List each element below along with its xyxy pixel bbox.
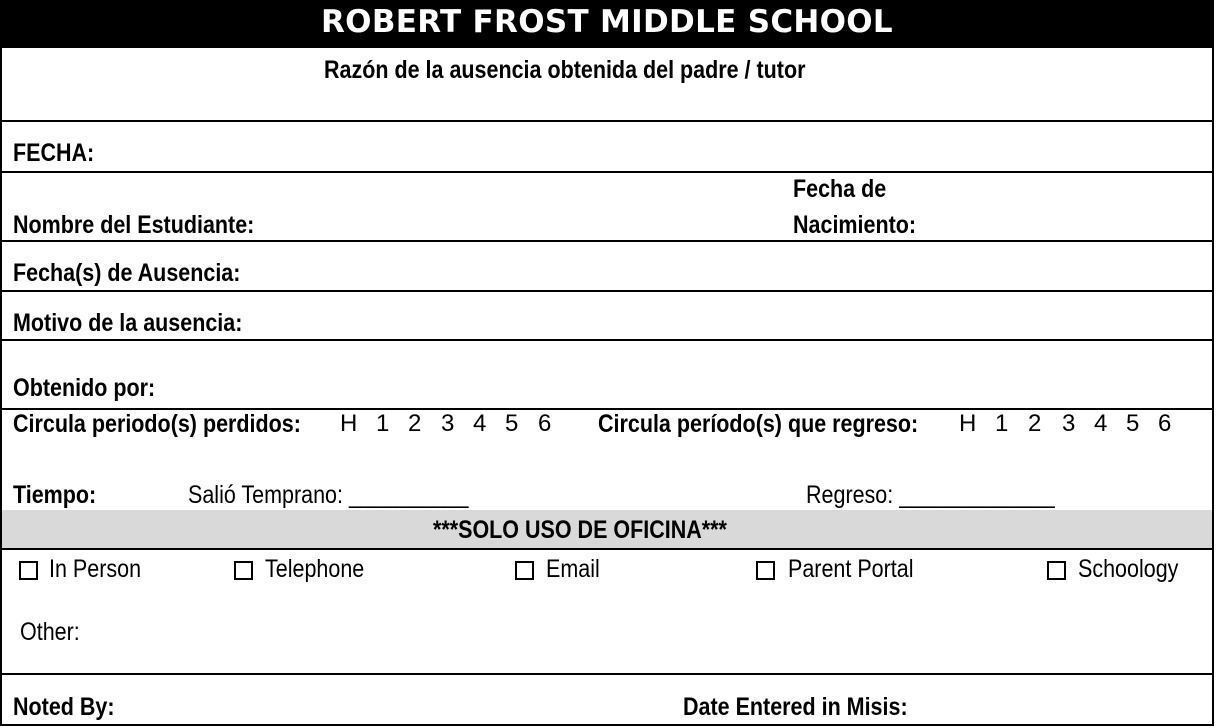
absence-dates-label: Fecha(s) de Ausencia: (13, 259, 241, 287)
birth-date-label-line2: Nacimiento: (793, 211, 917, 239)
divider (0, 290, 1214, 292)
office-use-title: ***SOLO USO DE OFICINA*** (433, 516, 727, 544)
divider (0, 673, 1214, 675)
telephone-label: Telephone (265, 555, 365, 583)
return-period-1[interactable]: 1 (995, 410, 1009, 437)
in-person-checkbox[interactable] (19, 561, 38, 580)
missed-period-5[interactable]: 5 (505, 410, 519, 437)
left-early-field[interactable]: Salió Temprano: __________ (188, 481, 469, 509)
return-period-6[interactable]: 6 (1158, 410, 1172, 437)
divider (0, 240, 1214, 242)
birth-date-label-line1: Fecha de (793, 175, 887, 203)
absence-reason-label: Motivo de la ausencia: (13, 309, 243, 337)
schoology-label: Schoology (1078, 555, 1179, 583)
email-label: Email (546, 555, 600, 583)
return-time-field[interactable]: Regreso: _____________ (806, 481, 1055, 509)
missed-period-4[interactable]: 4 (473, 410, 487, 437)
school-name: ROBERT FROST MIDDLE SCHOOL (0, 0, 1214, 48)
form-border (0, 48, 1214, 726)
missed-period-1[interactable]: 1 (376, 410, 390, 437)
missed-period-6[interactable]: 6 (538, 410, 552, 437)
missed-period-h[interactable]: H (340, 410, 358, 437)
obtained-by-label: Obtenido por: (13, 374, 156, 402)
schoology-checkbox[interactable] (1047, 561, 1066, 580)
missed-period-2[interactable]: 2 (408, 410, 422, 437)
return-period-5[interactable]: 5 (1126, 410, 1140, 437)
form-subtitle: Razón de la ausencia obtenida del padre / tutor (324, 56, 806, 84)
return-period-4[interactable]: 4 (1094, 410, 1108, 437)
parent-portal-label: Parent Portal (788, 555, 914, 583)
return-period-3[interactable]: 3 (1062, 410, 1076, 437)
student-name-label: Nombre del Estudiante: (13, 211, 255, 239)
other-label: Other: (20, 618, 80, 646)
email-checkbox[interactable] (515, 561, 534, 580)
time-label: Tiempo: (13, 481, 97, 509)
divider (0, 171, 1214, 173)
in-person-label: In Person (49, 555, 142, 583)
divider (0, 339, 1214, 341)
telephone-checkbox[interactable] (234, 561, 253, 580)
noted-by-label: Noted By: (13, 693, 115, 721)
return-period-2[interactable]: 2 (1028, 410, 1042, 437)
divider (0, 120, 1214, 122)
return-period-h[interactable]: H (959, 410, 977, 437)
date-label: FECHA: (13, 139, 95, 167)
divider (0, 548, 1214, 550)
parent-portal-checkbox[interactable] (756, 561, 775, 580)
missed-period-3[interactable]: 3 (441, 410, 455, 437)
missed-periods-label: Circula periodo(s) perdidos: (13, 410, 301, 438)
return-period-label: Circula período(s) que regreso: (598, 410, 919, 438)
date-entered-label: Date Entered in Misis: (683, 693, 908, 721)
